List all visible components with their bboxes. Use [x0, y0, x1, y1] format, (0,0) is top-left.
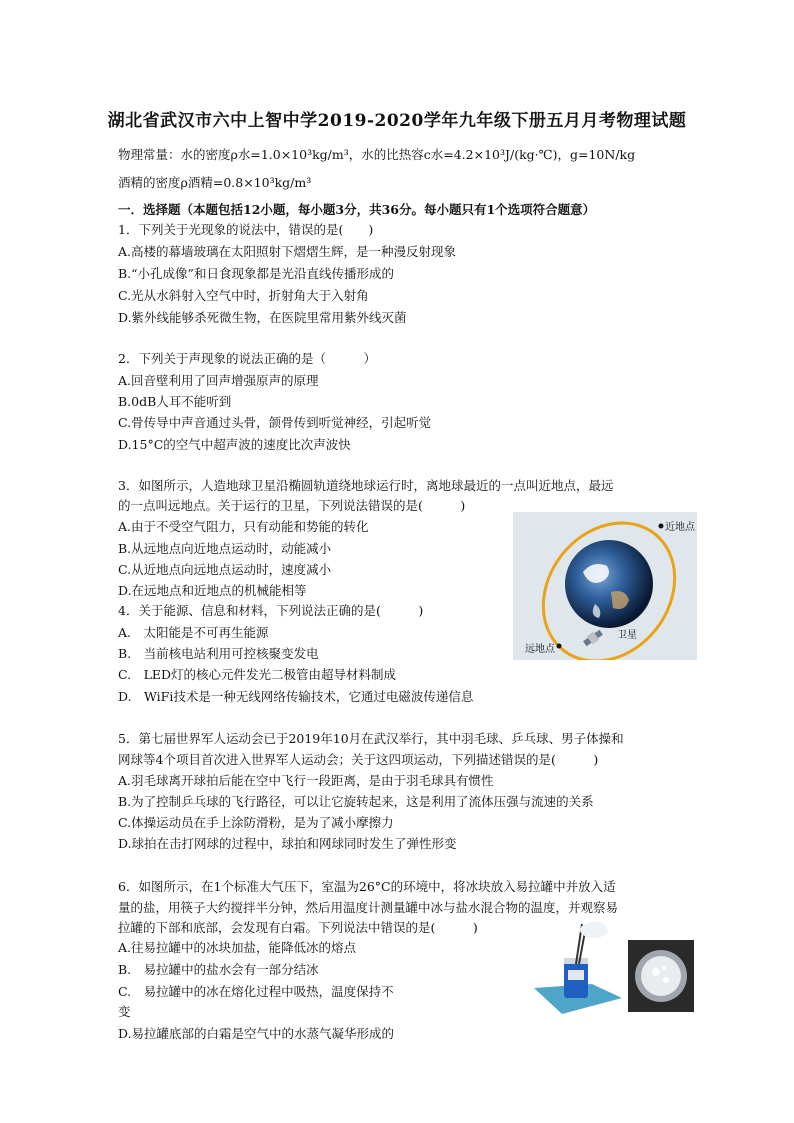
- q5-option-b: B.为了控制乒乓球的飞行路径，可以让它旋转起来，这是利用了流体压强与流速的关系: [118, 794, 594, 809]
- q4-option-d: D. WiFi技术是一种无线网络传输技术，它通过电磁波传递信息: [118, 689, 474, 704]
- q1-option-d: D.紫外线能够杀死微生物，在医院里常用紫外线灭菌: [118, 310, 407, 325]
- q2-option-c: C.骨传导中声音通过头骨，颌骨传到听觉神经，引起听觉: [118, 415, 432, 430]
- q6-stem-2: 量的盐，用筷子大约搅拌半分钟，然后用温度计测量罐中冰与盐水混合物的温度，并观察易: [118, 900, 619, 915]
- q5-option-a: A.羽毛球离开球拍后能在空中飞行一段距离，是由于羽毛球具有惯性: [118, 773, 494, 788]
- q2-option-a: A.回音壁利用了回声增强原声的原理: [118, 373, 319, 388]
- q6-option-c-cont: 变: [118, 1004, 131, 1019]
- q6-stem-1: 6．如图所示，在1个标准大气压下，室温为26°C的环境中，将冰块放入易拉罐中并放入适: [118, 879, 616, 894]
- q2-option-b: B.0dB人耳不能听到: [118, 394, 232, 409]
- near-point-label: 近地点: [665, 522, 695, 533]
- q3-option-d: D.在远地点和近地点的机械能相等: [118, 583, 307, 598]
- q4-option-a: A. 太阳能是不可再生能源: [118, 625, 269, 640]
- q5-stem-1: 5．第七届世界军人运动会已于2019年10月在武汉举行，其中羽毛球、乒乓球、男子体操和: [118, 731, 624, 746]
- q1-stem: 1．下列关于光现象的说法中，错误的是( ): [118, 222, 374, 237]
- constants-line-1: 物理常量：水的密度ρ水=1.0×10³kg/m³，水的比热容c水=4.2×10³J/(kg·℃)，g=10N/kg: [118, 147, 636, 162]
- q3-stem-2: 的一点叫远地点。关于运行的卫星，下列说法错误的是( ): [118, 498, 466, 513]
- q4-option-c: C. LED灯的核心元件发光二极管由超导材料制成: [118, 667, 397, 682]
- section-heading: 一．选择题（本题包括12小题，每小题3分，共36分。每小题只有1个选项符合题意）: [118, 202, 596, 217]
- q1-option-c: C.光从水斜射入空气中时，折射角大于入射角: [118, 288, 369, 303]
- q2-option-d: D.15°C的空气中超声波的速度比次声波快: [118, 437, 351, 452]
- far-point-label: 远地点: [525, 644, 555, 655]
- q3-option-c: C.从近地点向远地点运动时，速度减小: [118, 562, 332, 577]
- q6-option-a: A.往易拉罐中的冰块加盐，能降低冰的熔点: [118, 940, 357, 955]
- q5-option-c: C.体操运动员在手上涂防滑粉，是为了减小摩擦力: [118, 815, 394, 830]
- q3-option-a: A.由于不受空气阻力，只有动能和势能的转化: [118, 519, 369, 534]
- q6-option-b: B. 易拉罐中的盐水会有一部分结冰: [118, 962, 319, 977]
- q4-option-b: B. 当前核电站利用可控核聚变发电: [118, 646, 319, 661]
- q1-option-a: A.高楼的幕墙玻璃在太阳照射下熠熠生辉，是一种漫反射现象: [118, 244, 457, 259]
- q2-stem: 2．下列关于声现象的说法正确的是（ ）: [118, 351, 376, 366]
- frost-can-bottom-photo: [628, 940, 694, 1012]
- q5-stem-2: 网球等4个项目首次进入世界军人运动会；关于这四项运动，下列描述错误的是( ): [118, 752, 599, 767]
- page-title: 湖北省武汉市六中上智中学2019-2020学年九年级下册五月月考物理试题: [107, 111, 687, 131]
- q3-stem-1: 3．如图所示，人造地球卫星沿椭圆轨道绕地球运行时，离地球最近的一点叫近地点，最远: [118, 478, 614, 493]
- satellite-orbit-figure: [513, 512, 697, 660]
- q4-stem: 4．关于能源、信息和材料，下列说法正确的是( ): [118, 603, 424, 618]
- q6-option-c: C. 易拉罐中的冰在熔化过程中吸热，温度保持不: [118, 984, 394, 999]
- q3-option-b: B.从远地点向近地点运动时，动能减小: [118, 541, 332, 556]
- q6-option-d: D.易拉罐底部的白霜是空气中的水蒸气凝华形成的: [118, 1026, 395, 1041]
- can-experiment-figure: [532, 918, 628, 1018]
- q5-option-d: D.球拍在击打网球的过程中，球拍和网球同时发生了弹性形变: [118, 836, 457, 851]
- constants-line-2: 酒精的密度ρ酒精=0.8×10³kg/m³: [118, 175, 312, 190]
- q1-option-b: B.“小孔成像”和日食现象都是光沿直线传播形成的: [118, 266, 394, 281]
- satellite-label: 卫星: [617, 630, 637, 641]
- q6-stem-3: 拉罐的下部和底部，会发现有白霜。下列说法中错误的是( ): [118, 920, 478, 935]
